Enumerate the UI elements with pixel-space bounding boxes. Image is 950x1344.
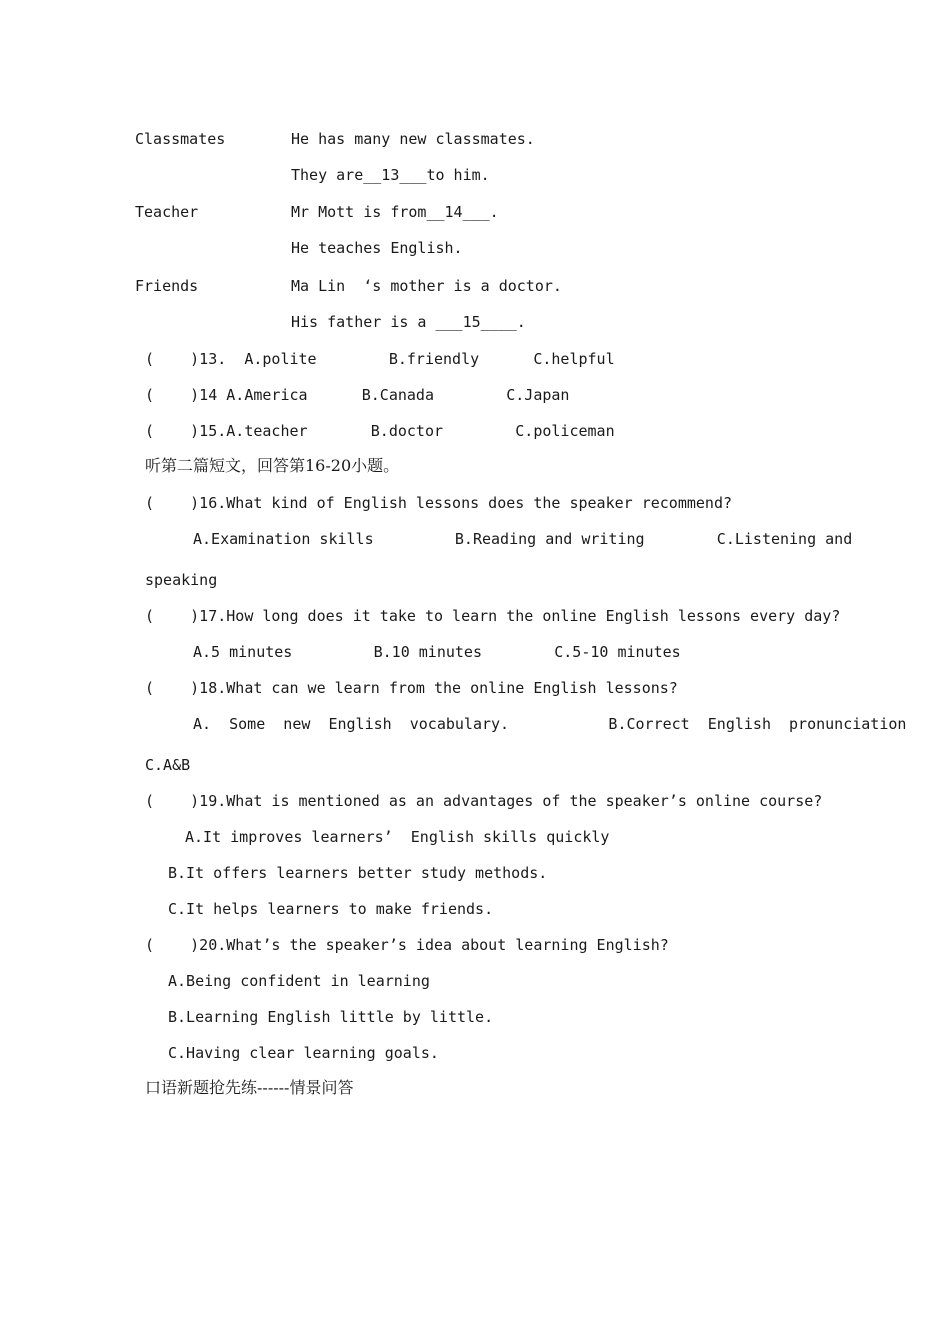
row-label-teacher: Teacher — [135, 203, 199, 221]
oral-section-heading: 口语新题抢先练------情景问答 — [145, 1078, 354, 1097]
row-label-friends: Friends — [135, 277, 199, 295]
question-19-option-a: A.It improves learners’ English skills quickly — [185, 828, 610, 846]
row-classmates-line2: They are__13___to him. — [291, 166, 490, 184]
question-13: ( )13. A.polite B.friendly C.helpful — [145, 350, 615, 368]
question-16-options: A.Examination skills B.Reading and writing C.Listening and — [193, 530, 853, 548]
question-14: ( )14 A.America B.Canada C.Japan — [145, 386, 570, 404]
question-18-stem: ( )18.What can we learn from the online English lessons? — [145, 679, 678, 697]
row-friends-line2: His father is a ___15____. — [291, 313, 526, 331]
question-19-option-c: C.It helps learners to make friends. — [168, 900, 494, 918]
question-16-options-wrap: speaking — [145, 571, 218, 589]
question-18-options-wrap: C.A&B — [145, 756, 191, 774]
question-18-options: A. Some new English vocabulary. B.Correct English pronunciation — [193, 715, 907, 733]
question-15: ( )15.A.teacher B.doctor C.policeman — [145, 422, 615, 440]
row-classmates-line1: He has many new classmates. — [291, 130, 535, 148]
question-17-stem: ( )17.How long does it take to learn the online English lessons every day? — [145, 607, 841, 625]
row-friends-line1: Ma Lin ‘s mother is a doctor. — [291, 277, 562, 295]
question-20-option-b: B.Learning English little by little. — [168, 1008, 494, 1026]
row-teacher-line2: He teaches English. — [291, 239, 463, 257]
question-17-options: A.5 minutes B.10 minutes C.5-10 minutes — [193, 643, 681, 661]
question-20-option-a: A.Being confident in learning — [168, 972, 430, 990]
section-2-heading: 听第二篇短文，回答第16-20小题。 — [145, 456, 400, 475]
question-20-stem: ( )20.What’s the speaker’s idea about learning English? — [145, 936, 669, 954]
question-20-option-c: C.Having clear learning goals. — [168, 1044, 439, 1062]
row-teacher-line1: Mr Mott is from__14___. — [291, 203, 499, 221]
question-19-option-b: B.It offers learners better study methods. — [168, 864, 548, 882]
question-19-stem: ( )19.What is mentioned as an advantages of the speaker’s online course? — [145, 792, 823, 810]
question-16-stem: ( )16.What kind of English lessons does the speaker recommend? — [145, 494, 732, 512]
row-label-classmates: Classmates — [135, 130, 226, 148]
